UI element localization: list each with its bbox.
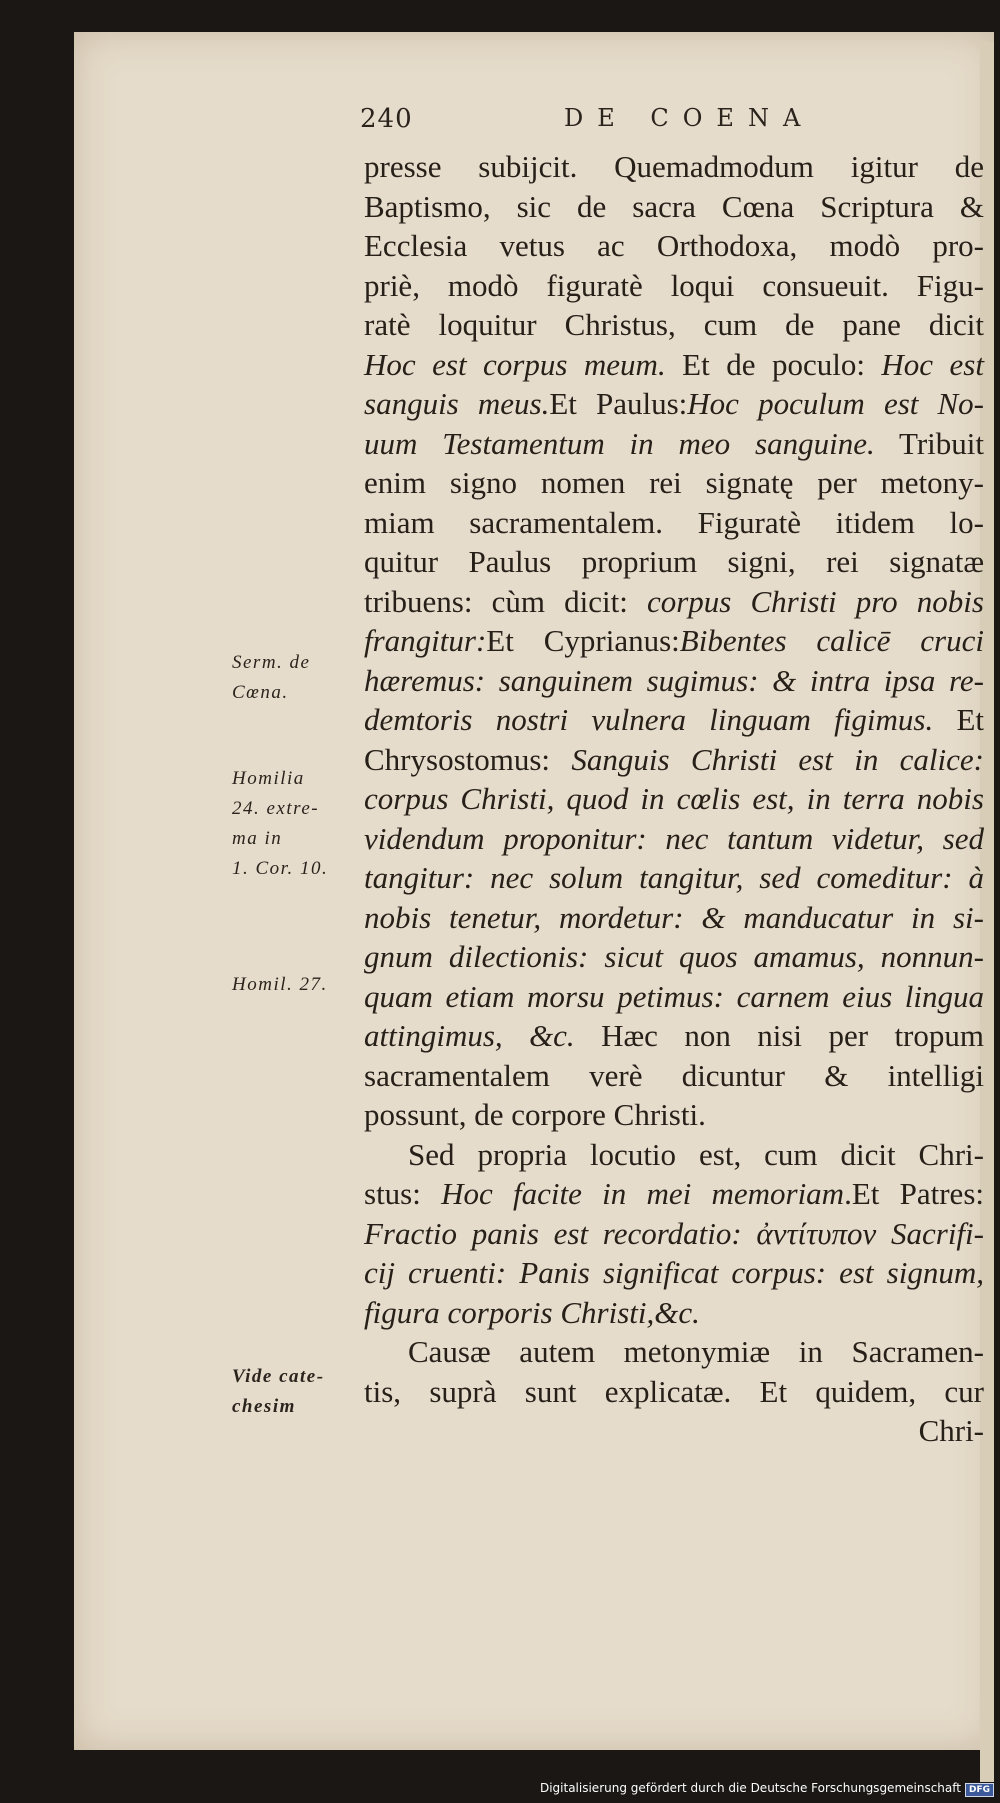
roman-span: quitur Paulus proprium signi, rei signatæ [364, 544, 984, 579]
italic-span: Hoc facite in mei memoriam [441, 1176, 845, 1211]
text-line [364, 305, 984, 345]
italic-span: Fractio panis est recordatio: ἀντίτυπον Sacrifi- [364, 1215, 984, 1251]
text-line [364, 977, 984, 1017]
text-line [364, 463, 984, 503]
text-line [364, 582, 984, 622]
text-line [364, 266, 984, 306]
text-line [364, 819, 984, 859]
text-line [364, 424, 984, 464]
book-page [74, 32, 994, 1750]
margin-note-vide-catechesim: Vide cate- chesim [232, 1366, 325, 1417]
italic-span: quam etiam morsu petimus: carnem eius lingua [364, 978, 984, 1014]
italic-span: figura corporis Christi,&c. [364, 1294, 700, 1330]
digitization-credit: Digitalisierung gefördert durch die Deutsche Forschungsgemeinschaft DFG [540, 1781, 994, 1797]
text-line [364, 1016, 984, 1056]
roman-span: tis, suprà sunt explicatæ. Et quidem, cur [364, 1373, 984, 1409]
text-line [364, 1253, 984, 1293]
running-title: DE COENA [564, 104, 815, 132]
roman-span: Et de poculo: [665, 346, 882, 382]
italic-span: demtoris nostri vulnera linguam figimus. [364, 702, 934, 737]
folio-number: 240 [360, 104, 413, 134]
text-line [364, 1332, 984, 1372]
margin-note-homil-27: Homil. 27. [232, 974, 328, 995]
roman-span: Baptismo, sic de sacra Cœna Scriptura & [364, 188, 984, 224]
text-line [364, 661, 984, 701]
text-line [364, 542, 984, 582]
text-line [364, 1214, 984, 1254]
main-text-block [364, 147, 984, 1451]
text-line [364, 147, 984, 187]
italic-span: Sanguis Christi est in calice: [571, 741, 984, 777]
roman-span: enim signo nomen rei signatę per metony- [364, 465, 984, 500]
text-line [364, 740, 984, 780]
italic-span: attingimus, &c. [364, 1018, 575, 1053]
italic-span: corpus Christi pro nobis [646, 583, 984, 619]
italic-span: Hoc poculum est No- [687, 386, 985, 421]
text-line [364, 187, 984, 227]
text-line [364, 503, 984, 543]
text-line [364, 1372, 984, 1412]
italic-span: frangitur: [364, 623, 487, 658]
italic-span: gnum dilectionis: sicut quos amamus, nonnun- [364, 939, 984, 974]
dfg-logo: DFG [965, 1783, 994, 1797]
italic-span: uum Testamentum in meo sanguine. [364, 425, 875, 461]
roman-span: tribuens: cùm dicit: [364, 583, 647, 619]
roman-span: miam sacramentalem. Figuratè itidem lo- [364, 504, 984, 540]
italic-span: tangitur: nec solum tangitur, sed comeditur: à [364, 860, 984, 895]
roman-span: Ecclesia vetus ac Orthodoxa, modò pro- [364, 228, 984, 263]
text-line [364, 1135, 984, 1175]
italic-span: nobis tenetur, mordetur: & manducatur in si- [364, 899, 984, 935]
roman-span: Et Cyprianus: [486, 623, 680, 658]
text-line [364, 621, 984, 661]
roman-span: Hæc non nisi per tropum [574, 1018, 984, 1053]
roman-span: Sed propria locutio est, cum dicit Chri- [408, 1136, 984, 1172]
roman-span: .Et Patres: [844, 1176, 984, 1211]
text-line [364, 779, 984, 819]
italic-span: videndum proponitur: nec tantum videtur, sed [364, 820, 984, 856]
italic-span: Hoc est [881, 346, 984, 382]
text-line [364, 384, 984, 424]
text-line [364, 898, 984, 938]
text-line [364, 226, 984, 266]
roman-span: Et Paulus: [549, 386, 688, 421]
roman-span: presse subijcit. Quemadmodum igitur de [364, 149, 984, 184]
roman-span: sacramentalem verè dicuntur & intelligi [364, 1057, 984, 1093]
roman-span: priè, modò figuratè loqui consueuit. Figu- [364, 267, 984, 303]
margin-note-serm-de-coena: Serm. de Cœna. [232, 652, 311, 703]
italic-span: hæremus: sanguinem sugimus: & intra ipsa re- [364, 662, 984, 698]
roman-span: possunt, de corpore Christi. [364, 1097, 706, 1132]
text-line [364, 1095, 984, 1135]
roman-span: Et [933, 702, 984, 737]
roman-span: stus: [364, 1176, 442, 1211]
margin-note-homilia-24: Homilia 24. extre- ma in 1. Cor. 10. [232, 768, 329, 879]
italic-span: cij cruenti: Panis significat corpus: est signum, [364, 1255, 984, 1290]
text-line [364, 345, 984, 385]
text-line [364, 700, 984, 740]
italic-span: corpus Christi, quod in cœlis est, in terra nobis [364, 781, 984, 816]
text-line [364, 858, 984, 898]
roman-span: Chri- [918, 1413, 984, 1448]
italic-span: Bibentes calicē cruci [679, 623, 984, 658]
text-line [364, 1411, 984, 1451]
italic-span: sanguis meus. [364, 386, 550, 421]
text-line [364, 1056, 984, 1096]
page-header [74, 104, 994, 144]
text-line [364, 1174, 984, 1214]
text-line [364, 1293, 984, 1333]
text-line [364, 937, 984, 977]
roman-span: Tribuit [874, 425, 984, 461]
italic-span: Hoc est corpus meum. [364, 346, 666, 382]
roman-span: Chrysostomus: [364, 741, 572, 777]
roman-span: Causæ autem metonymiæ in Sacramen- [408, 1334, 984, 1369]
roman-span: ratè loquitur Christus, cum de pane dicit [364, 307, 984, 342]
